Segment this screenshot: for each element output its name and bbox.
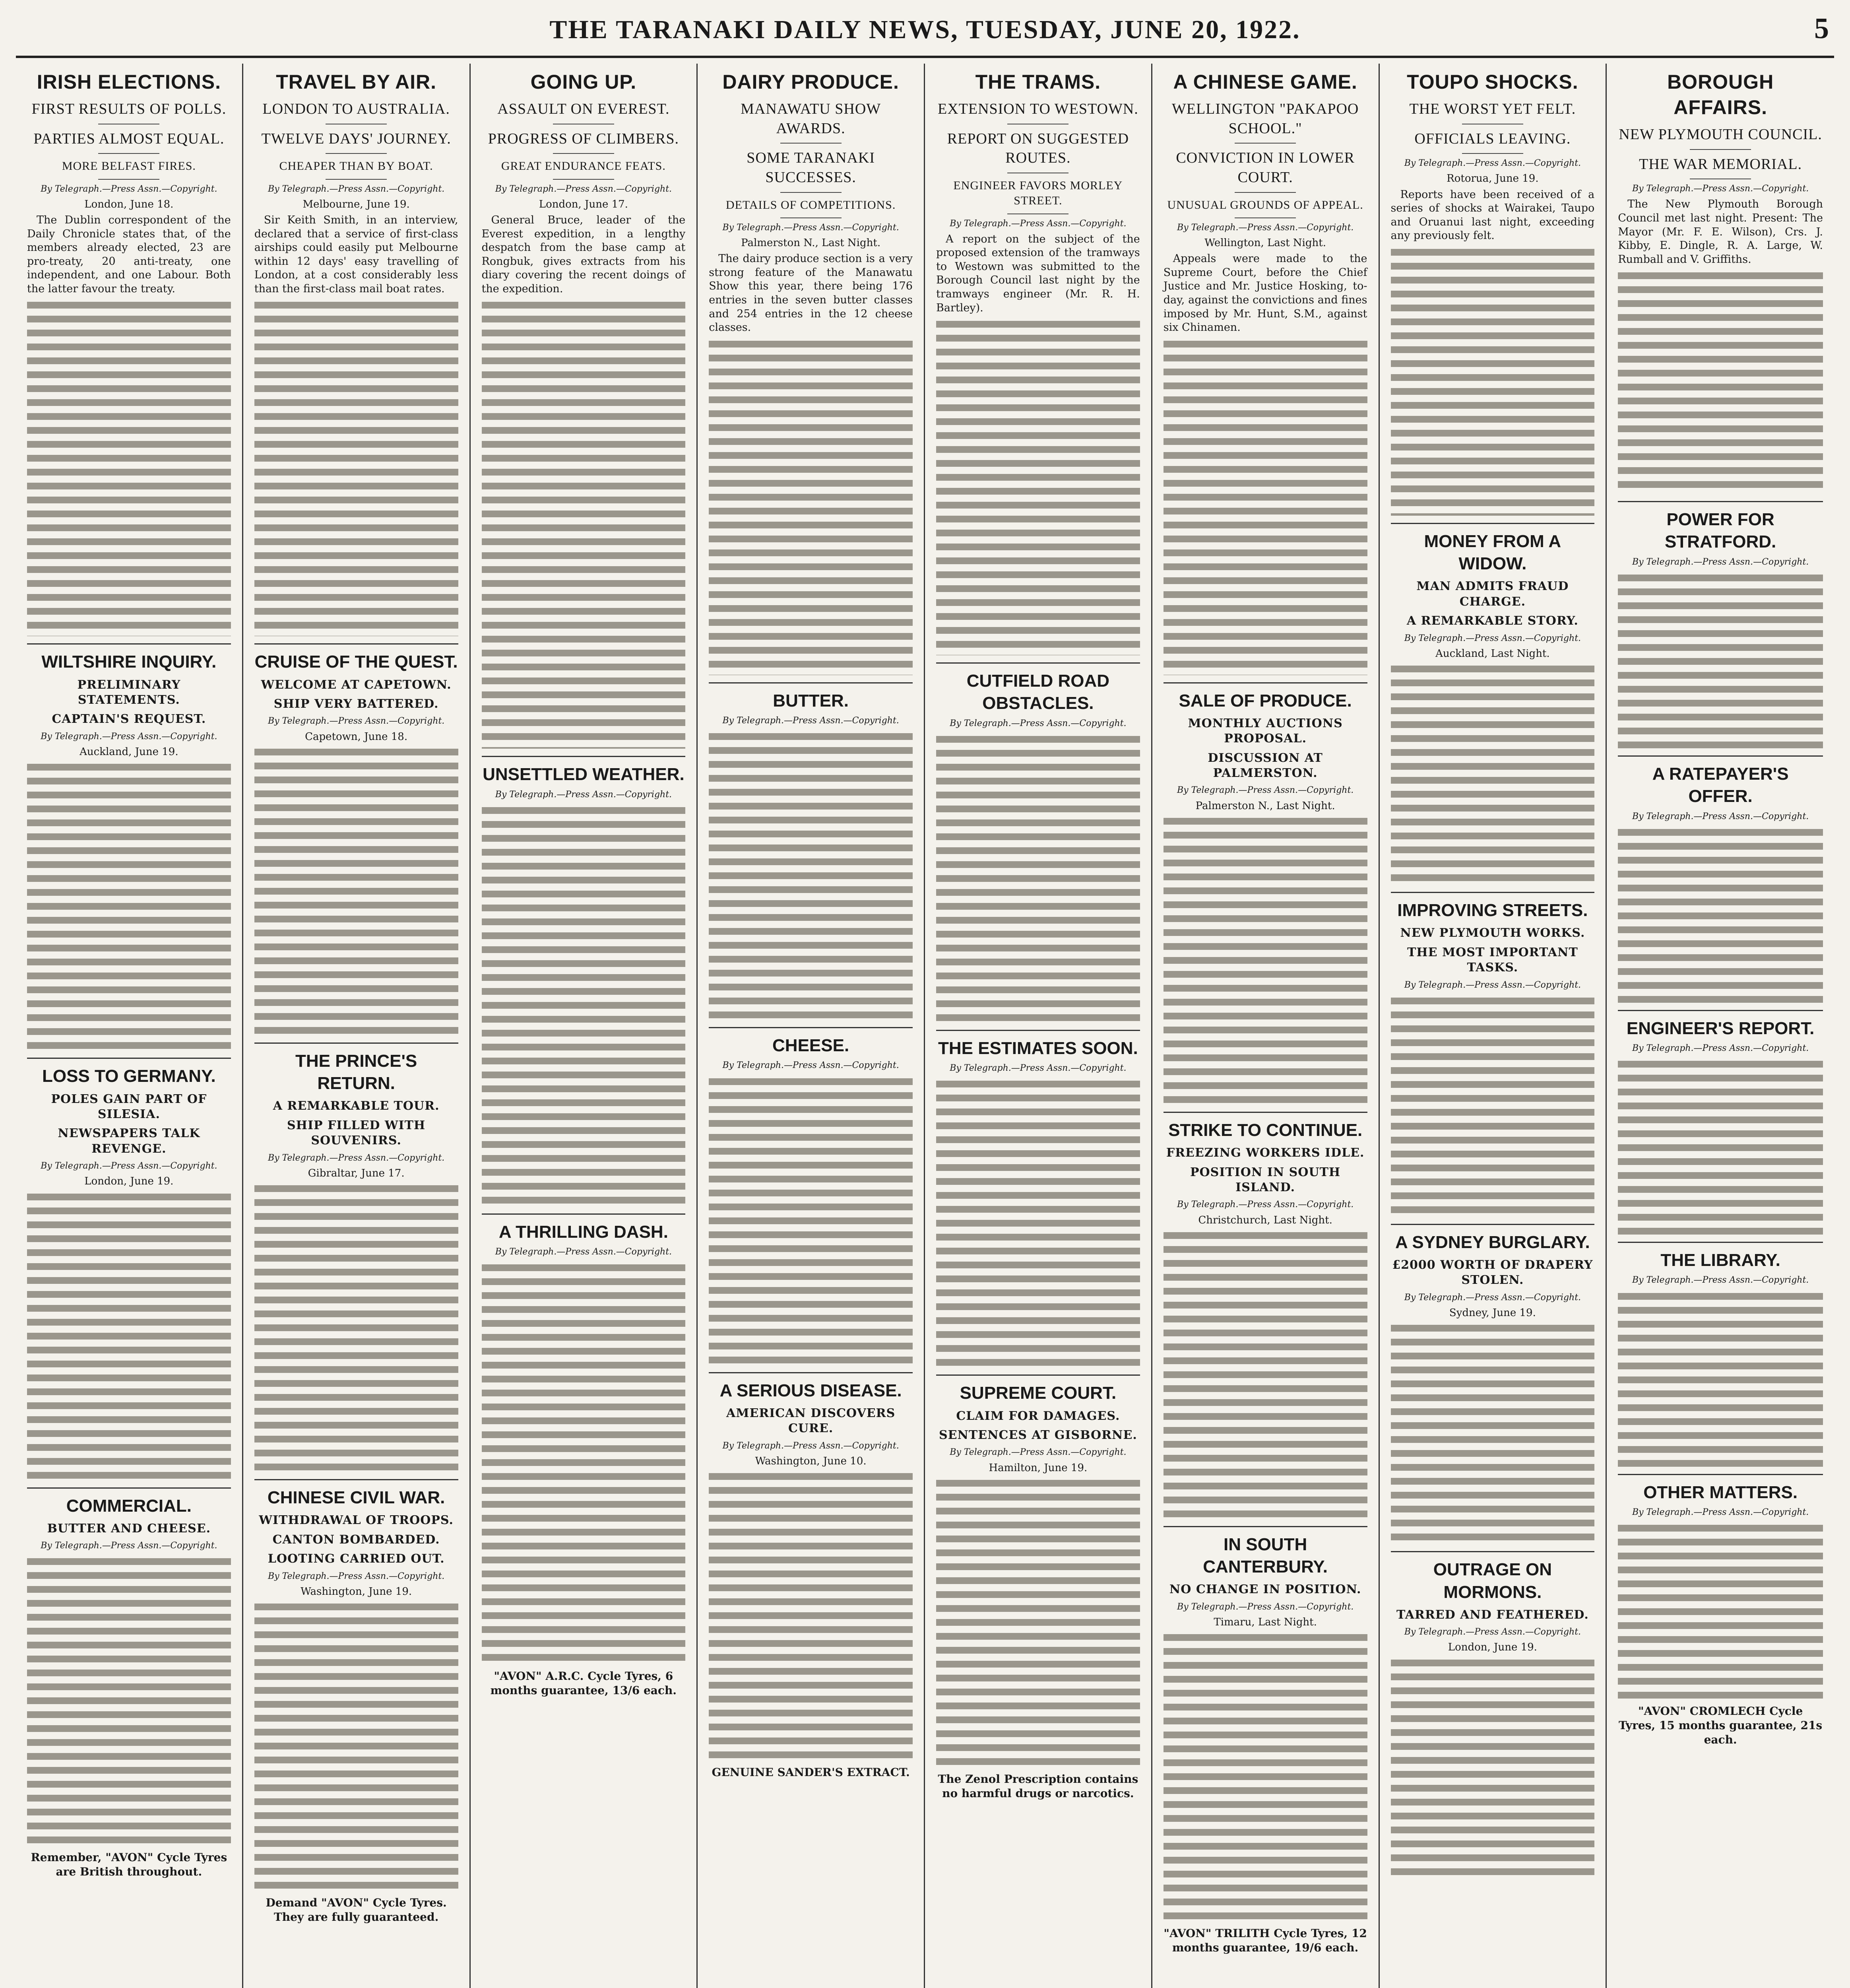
advertisement: "AVON" A.R.C. Cycle Tyres, 6 months guarantee, 13/6 each. (490, 1670, 677, 1697)
article-section (936, 1375, 1140, 1767)
article-body-text (709, 1470, 913, 1760)
text-lines (1391, 1656, 1595, 1879)
section-headline: POWER FOR STRATFORD. (1618, 501, 1823, 553)
article-deck: MORE BELFAST FIRES. (62, 159, 196, 173)
column-6 (1152, 64, 1380, 1988)
text-lines (709, 1470, 913, 1760)
section-deck: WELCOME AT CAPETOWN. (261, 678, 452, 692)
section-headline: A RATEPAYER'S OFFER. (1618, 755, 1823, 808)
article-body-text (1391, 1321, 1595, 1544)
text-lines (482, 1261, 686, 1664)
byline: By Telegraph.—Press Assn.—Copyright. (268, 1153, 445, 1163)
column-2 (243, 64, 471, 1988)
article-headline: DAIRY PRODUCE. (722, 71, 899, 93)
advertisement: The Zenol Prescription contains no harmful drugs or narcotics. (938, 1772, 1138, 1800)
text-lines (936, 1077, 1140, 1367)
deck-rule (326, 153, 387, 154)
text-lines (1618, 1289, 1823, 1467)
page-number: 5 (1814, 12, 1830, 45)
article-deck: FIRST RESULTS OF POLLS. (31, 101, 227, 117)
article-body-text (1164, 814, 1367, 1105)
text-lines (936, 317, 1140, 655)
article-body-text (254, 745, 458, 1035)
column-5 (925, 64, 1152, 1988)
article-section (709, 1027, 913, 1365)
column-3 (471, 64, 698, 1988)
article-deck: LONDON TO AUSTRALIA. (262, 101, 450, 117)
article-section (482, 1213, 686, 1664)
article-deck: ASSAULT ON EVEREST. (497, 101, 670, 117)
text-lines (1164, 814, 1367, 1105)
article-body-text (1618, 1521, 1823, 1699)
article-body-text (1618, 1289, 1823, 1467)
deck-rule (98, 179, 159, 180)
article-section (936, 1030, 1140, 1367)
dateline: Wellington, Last Night. (1204, 237, 1326, 249)
article-section (27, 1487, 231, 1845)
byline: By Telegraph.—Press Assn.—Copyright. (1177, 785, 1354, 796)
section-deck: £2000 WORTH OF DRAPERY STOLEN. (1392, 1258, 1593, 1287)
deck-rule (1235, 143, 1296, 144)
byline: By Telegraph.—Press Assn.—Copyright. (495, 184, 672, 194)
advertisement: GENUINE SANDER'S EXTRACT. (712, 1766, 910, 1779)
section-headline: THE LIBRARY. (1618, 1242, 1823, 1272)
deck-rule (780, 143, 842, 144)
dateline: Palmerston N., Last Night. (741, 237, 881, 249)
byline: By Telegraph.—Press Assn.—Copyright. (268, 184, 445, 194)
section-deck: NEW PLYMOUTH WORKS. (1400, 926, 1585, 940)
text-lines (254, 745, 458, 1035)
byline: By Telegraph.—Press Assn.—Copyright. (722, 222, 899, 233)
byline: By Telegraph.—Press Assn.—Copyright. (1177, 1602, 1354, 1612)
section-headline: IMPROVING STREETS. (1391, 892, 1595, 922)
article-headline: BOROUGH AFFAIRS. (1667, 71, 1774, 118)
advertisement: Demand "AVON" Cycle Tyres. They are fully guaranteed. (266, 1896, 447, 1924)
text-lines (254, 1182, 458, 1472)
section-headline: ENGINEER'S REPORT. (1618, 1010, 1823, 1040)
article-deck: SOME TARANAKI SUCCESSES. (747, 149, 875, 186)
column-8 (1607, 64, 1834, 1988)
section-deck: POSITION IN SOUTH ISLAND. (1190, 1165, 1341, 1194)
article-headline: TOUPO SHOCKS. (1407, 71, 1579, 93)
byline: By Telegraph.—Press Assn.—Copyright. (495, 789, 672, 800)
article-headline: A CHINESE GAME. (1173, 71, 1357, 93)
section-headline: SUPREME COURT. (936, 1375, 1140, 1404)
section-headline: UNSETTLED WEATHER. (482, 756, 686, 786)
text-lines (1618, 1521, 1823, 1699)
advertisement: "AVON" TRILITH Cycle Tyres, 12 months guarantee, 19/6 each. (1164, 1927, 1367, 1955)
byline: By Telegraph.—Press Assn.—Copyright. (41, 731, 217, 742)
text-lines (1618, 1057, 1823, 1235)
article-section (1164, 1526, 1367, 1921)
section-deck: A REMARKABLE TOUR. (273, 1099, 440, 1113)
dateline: Auckland, June 19. (80, 746, 178, 758)
section-deck: CAPTAIN'S REQUEST. (52, 712, 206, 726)
deck-rule (780, 217, 842, 218)
article-deck: CHEAPER THAN BY BOAT. (279, 159, 433, 173)
article-body-text (27, 298, 231, 636)
section-headline: A SERIOUS DISEASE. (709, 1372, 913, 1402)
text-lines (936, 1476, 1140, 1767)
section-headline: OUTRAGE ON MORMONS. (1391, 1551, 1595, 1604)
article-body-text (1164, 337, 1367, 675)
deck-rule (1235, 192, 1296, 193)
article-body-text (709, 337, 913, 675)
deck-rule (780, 192, 842, 193)
section-headline: CHEESE. (709, 1027, 913, 1057)
article-body-text (1391, 662, 1595, 885)
article-body-text (254, 1182, 458, 1472)
article-body-text (27, 1555, 231, 1845)
text-lines (1391, 1321, 1595, 1544)
dateline: London, June 18. (84, 198, 174, 210)
byline: By Telegraph.—Press Assn.—Copyright. (722, 1441, 899, 1451)
dateline: London, June 19. (84, 1175, 174, 1188)
section-headline: STRIKE TO CONTINUE. (1164, 1112, 1367, 1142)
deck-rule (1690, 149, 1751, 150)
section-deck: CLAIM FOR DAMAGES. (956, 1409, 1120, 1423)
dateline: Christchurch, Last Night. (1198, 1214, 1332, 1226)
section-deck: SHIP FILLED WITH SOUVENIRS. (287, 1118, 426, 1148)
byline: By Telegraph.—Press Assn.—Copyright. (1632, 1275, 1809, 1285)
byline: By Telegraph.—Press Assn.—Copyright. (1632, 1043, 1809, 1054)
article-deck: GREAT ENDURANCE FEATS. (501, 159, 666, 173)
advertisement: "AVON" CROMLECH Cycle Tyres, 15 months guarantee, 21s each. (1619, 1705, 1823, 1746)
article-body-text (936, 1077, 1140, 1367)
text-lines (936, 732, 1140, 1023)
article-deck: UNUSUAL GROUNDS OF APPEAL. (1167, 198, 1363, 212)
section-headline: THE PRINCE'S RETURN. (254, 1043, 458, 1095)
article-body-text (482, 298, 686, 749)
byline: By Telegraph.—Press Assn.—Copyright. (1404, 158, 1581, 169)
text-lines (1164, 1631, 1367, 1921)
section-deck: THE MOST IMPORTANT TASKS. (1407, 945, 1578, 975)
article-headline: IRISH ELECTIONS. (37, 71, 221, 93)
section-headline: CHINESE CIVIL WAR. (254, 1479, 458, 1509)
article-body-text (1618, 825, 1823, 1003)
section-deck: FREEZING WORKERS IDLE. (1166, 1146, 1365, 1160)
section-deck: AMERICAN DISCOVERS CURE. (726, 1406, 896, 1436)
section-headline: OTHER MATTERS. (1618, 1474, 1823, 1504)
article-body-text (1164, 1229, 1367, 1519)
section-deck: SHIP VERY BATTERED. (273, 697, 439, 711)
byline: By Telegraph.—Press Assn.—Copyright. (950, 718, 1127, 728)
dateline: London, June 19. (1448, 1641, 1537, 1654)
byline: By Telegraph.—Press Assn.—Copyright. (268, 716, 445, 726)
article-headline: TRAVEL BY AIR. (276, 71, 437, 93)
article-body-text (936, 732, 1140, 1023)
text-lines (709, 730, 913, 1020)
text-lines (254, 1600, 458, 1890)
section-deck: NO CHANGE IN POSITION. (1169, 1582, 1361, 1597)
article-deck: OFFICIALS LEAVING. (1414, 130, 1571, 147)
dateline: Washington, June 19. (301, 1585, 412, 1598)
text-lines (1164, 337, 1367, 675)
section-headline: IN SOUTH CANTERBURY. (1164, 1526, 1367, 1578)
byline: By Telegraph.—Press Assn.—Copyright. (722, 1060, 899, 1071)
section-deck: POLES GAIN PART OF SILESIA. (51, 1092, 207, 1121)
deck-rule (553, 153, 614, 154)
masthead-title: THE TARANAKI DAILY NEWS, TUESDAY, JUNE 20, 1922. (549, 15, 1301, 44)
byline: By Telegraph.—Press Assn.—Copyright. (1404, 633, 1581, 643)
article-body-text (27, 760, 231, 1050)
article-lead: General Bruce, leader of the Everest expedition, in a lengthy despatch from the base camp at Rongbuk, gives extracts from his diary covering the recent doings of the expedition. (481, 214, 686, 295)
section-headline: MONEY FROM A WIDOW. (1391, 523, 1595, 575)
byline: By Telegraph.—Press Assn.—Copyright. (1404, 980, 1581, 990)
byline: By Telegraph.—Press Assn.—Copyright. (1404, 1627, 1581, 1637)
dateline: Rotorua, June 19. (1447, 173, 1539, 185)
article-deck: PARTIES ALMOST EQUAL. (33, 130, 225, 147)
text-lines (709, 1075, 913, 1365)
article-deck: PROGRESS OF CLIMBERS. (488, 130, 679, 147)
article-deck: NEW PLYMOUTH COUNCIL. (1619, 126, 1822, 143)
byline: By Telegraph.—Press Assn.—Copyright. (1632, 557, 1809, 567)
article-deck: THE WORST YET FELT. (1409, 101, 1576, 117)
article-section (27, 1058, 231, 1480)
article-deck: CONVICTION IN LOWER COURT. (1176, 149, 1355, 186)
section-deck: NEWSPAPERS TALK REVENGE. (58, 1126, 200, 1156)
article-deck: REPORT ON SUGGESTED ROUTES. (947, 130, 1129, 167)
article-lead: The New Plymouth Borough Council met last night. Present: The Mayor (Mr. F. E. Wilson), Crs. J. Kibby, E. Dingle, R. A. Large, W. Rumball and V. Griffiths. (1618, 198, 1823, 266)
article-body-text (709, 1075, 913, 1365)
column-4 (698, 64, 925, 1988)
article-lead: The Dublin correspondent of the Daily Chronicle states that, of the members already elected, 23 are pro-treaty, 20 anti-treaty, one independent, and one Labour. Both the latter favour the treaty. (27, 214, 231, 295)
article-section (27, 643, 231, 1050)
article-lead: Reports have been received of a series of shocks at Wairakei, Taupo and Oruanui last night, exceeding any previously felt. (1390, 188, 1595, 242)
section-deck: SENTENCES AT GISBORNE. (939, 1428, 1137, 1442)
byline: By Telegraph.—Press Assn.—Copyright. (950, 218, 1127, 229)
article-body-text (254, 298, 458, 636)
article-body-text (1618, 571, 1823, 748)
dateline: Palmerston N., Last Night. (1195, 800, 1335, 812)
masthead (16, 4, 1834, 58)
section-headline: A SYDNEY BURGLARY. (1391, 1224, 1595, 1254)
text-lines (1618, 269, 1823, 494)
article-body-text (27, 1190, 231, 1480)
article-lead: Appeals were made to the Supreme Court, before the Chief Justice and Mr. Justice Hosking, to-day, against the convictions and fines imposed by Mr. Hunt, S.M., against six Chinamen. (1163, 252, 1367, 334)
article-body-text (1391, 245, 1595, 516)
article-section (1618, 501, 1823, 748)
byline: By Telegraph.—Press Assn.—Copyright. (41, 184, 217, 194)
dateline: Timaru, Last Night. (1214, 1616, 1317, 1628)
byline: By Telegraph.—Press Assn.—Copyright. (41, 1541, 217, 1551)
article-deck: EXTENSION TO WESTOWN. (937, 101, 1138, 117)
text-lines (709, 337, 913, 675)
article-lead: Sir Keith Smith, in an interview, declared that a service of first-class airships could easily put Melbourne within 12 days' easy travelling of London, at a cost considerably less than the first-class mail boat rates. (254, 214, 458, 295)
article-headline: GOING UP. (530, 71, 637, 93)
article-section (1618, 755, 1823, 1003)
byline: By Telegraph.—Press Assn.—Copyright. (1177, 222, 1354, 233)
text-lines (1391, 994, 1595, 1217)
article-body-text (1391, 994, 1595, 1217)
text-lines (482, 298, 686, 749)
section-deck: DISCUSSION AT PALMERSTON. (1208, 751, 1323, 780)
article-section (1618, 1010, 1823, 1235)
article-section (1391, 523, 1595, 885)
deck-rule (1462, 153, 1523, 154)
article-section (1618, 1242, 1823, 1466)
section-headline: THE ESTIMATES SOON. (936, 1030, 1140, 1060)
article-lead: A report on the subject of the proposed extension of the tramways to Westown was submitted to the Borough Council last night by the tramways engineer (Mr. R. H. Bartley). (936, 233, 1140, 314)
byline: By Telegraph.—Press Assn.—Copyright. (722, 715, 899, 726)
article-section (1391, 1551, 1595, 1878)
article-lead: The dairy produce section is a very strong feature of the Manawatu Show this year, there being 176 entries in the seven butter classes and 254 entries in the 12 cheese classes. (709, 252, 913, 334)
section-headline: WILTSHIRE INQUIRY. (27, 643, 231, 673)
byline: By Telegraph.—Press Assn.—Copyright. (950, 1063, 1127, 1074)
dateline: Sydney, June 19. (1449, 1307, 1536, 1319)
byline: By Telegraph.—Press Assn.—Copyright. (950, 1447, 1127, 1458)
deck-rule (326, 179, 387, 180)
text-lines (1618, 825, 1823, 1003)
article-deck: MANAWATU SHOW AWARDS. (741, 101, 881, 137)
section-headline: CUTFIELD ROAD OBSTACLES. (936, 662, 1140, 715)
column-1 (16, 64, 243, 1988)
article-body-text (482, 804, 686, 1206)
byline: By Telegraph.—Press Assn.—Copyright. (1632, 184, 1809, 194)
text-lines (1391, 662, 1595, 885)
advertisement: Remember, "AVON" Cycle Tyres are British throughout. (31, 1851, 227, 1879)
text-lines (1618, 571, 1823, 748)
article-body-text (1391, 1656, 1595, 1879)
article-section (709, 682, 913, 1020)
section-deck: CANTON BOMBARDED. (272, 1532, 440, 1547)
article-section (1164, 1112, 1367, 1519)
byline: By Telegraph.—Press Assn.—Copyright. (1632, 1507, 1809, 1517)
section-deck: MAN ADMITS FRAUD CHARGE. (1416, 579, 1569, 609)
article-body-text (254, 1600, 458, 1890)
section-headline: COMMERCIAL. (27, 1487, 231, 1517)
dateline: Capetown, June 18. (305, 730, 408, 743)
article-section (936, 662, 1140, 1023)
byline: By Telegraph.—Press Assn.—Copyright. (1177, 1200, 1354, 1210)
section-deck: A REMARKABLE STORY. (1406, 614, 1579, 628)
deck-rule (553, 179, 614, 180)
text-lines (254, 298, 458, 636)
section-headline: CRUISE OF THE QUEST. (254, 643, 458, 673)
section-deck: WITHDRAWAL OF TROOPS. (259, 1513, 454, 1528)
article-section (254, 643, 458, 1035)
dateline: Melbourne, June 19. (303, 198, 410, 210)
dateline: London, June 17. (539, 198, 628, 210)
text-lines (27, 760, 231, 1050)
text-lines (27, 1190, 231, 1480)
article-deck: WELLINGTON "PAKAPOO SCHOOL." (1171, 101, 1359, 137)
article-section (1164, 682, 1367, 1105)
column-7 (1380, 64, 1607, 1988)
article-section (1391, 892, 1595, 1217)
article-body-text (1618, 1057, 1823, 1235)
article-headline: THE TRAMS. (975, 71, 1101, 93)
dateline: Hamilton, June 19. (989, 1462, 1088, 1474)
article-section (254, 1479, 458, 1890)
article-section (709, 1372, 913, 1760)
section-deck: PRELIMINARY STATEMENTS. (77, 678, 181, 707)
byline: By Telegraph.—Press Assn.—Copyright. (1632, 811, 1809, 821)
article-body-text (936, 317, 1140, 655)
article-section (1618, 1474, 1823, 1699)
article-section (482, 756, 686, 1206)
dateline: Washington, June 10. (755, 1455, 867, 1467)
section-deck: TARRED AND FEATHERED. (1396, 1607, 1589, 1622)
article-body-text (1164, 1631, 1367, 1921)
section-headline: A THRILLING DASH. (482, 1213, 686, 1243)
article-deck: TWELVE DAYS' JOURNEY. (261, 130, 451, 147)
byline: By Telegraph.—Press Assn.—Copyright. (268, 1571, 445, 1581)
text-lines (1391, 245, 1595, 516)
section-headline: BUTTER. (709, 682, 913, 712)
section-headline: SALE OF PRODUCE. (1164, 682, 1367, 712)
deck-rule (98, 153, 159, 154)
article-section (254, 1043, 458, 1472)
article-body-text (936, 1476, 1140, 1767)
section-deck: MONTHLY AUCTIONS PROPOSAL. (1188, 716, 1343, 746)
deck-rule (1235, 217, 1296, 218)
text-lines (27, 1555, 231, 1845)
dateline: Gibraltar, June 17. (308, 1167, 405, 1179)
dateline: Auckland, Last Night. (1435, 647, 1550, 660)
section-deck: BUTTER AND CHEESE. (47, 1521, 211, 1536)
article-body-text (482, 1261, 686, 1664)
section-headline: LOSS TO GERMANY. (27, 1058, 231, 1087)
article-section (1391, 1224, 1595, 1544)
article-deck: DETAILS OF COMPETITIONS. (725, 198, 896, 212)
byline: By Telegraph.—Press Assn.—Copyright. (1404, 1292, 1581, 1303)
article-body-text (1618, 269, 1823, 494)
article-body-text (709, 730, 913, 1020)
section-deck: LOOTING CARRIED OUT. (268, 1552, 445, 1566)
text-lines (482, 804, 686, 1206)
article-deck: THE WAR MEMORIAL. (1639, 155, 1802, 173)
article-deck: ENGINEER FAVORS MORLEY STREET. (953, 179, 1123, 208)
text-lines (1164, 1229, 1367, 1519)
byline: By Telegraph.—Press Assn.—Copyright. (41, 1161, 217, 1171)
byline: By Telegraph.—Press Assn.—Copyright. (495, 1247, 672, 1257)
columns-grid (16, 64, 1834, 1988)
text-lines (27, 298, 231, 636)
